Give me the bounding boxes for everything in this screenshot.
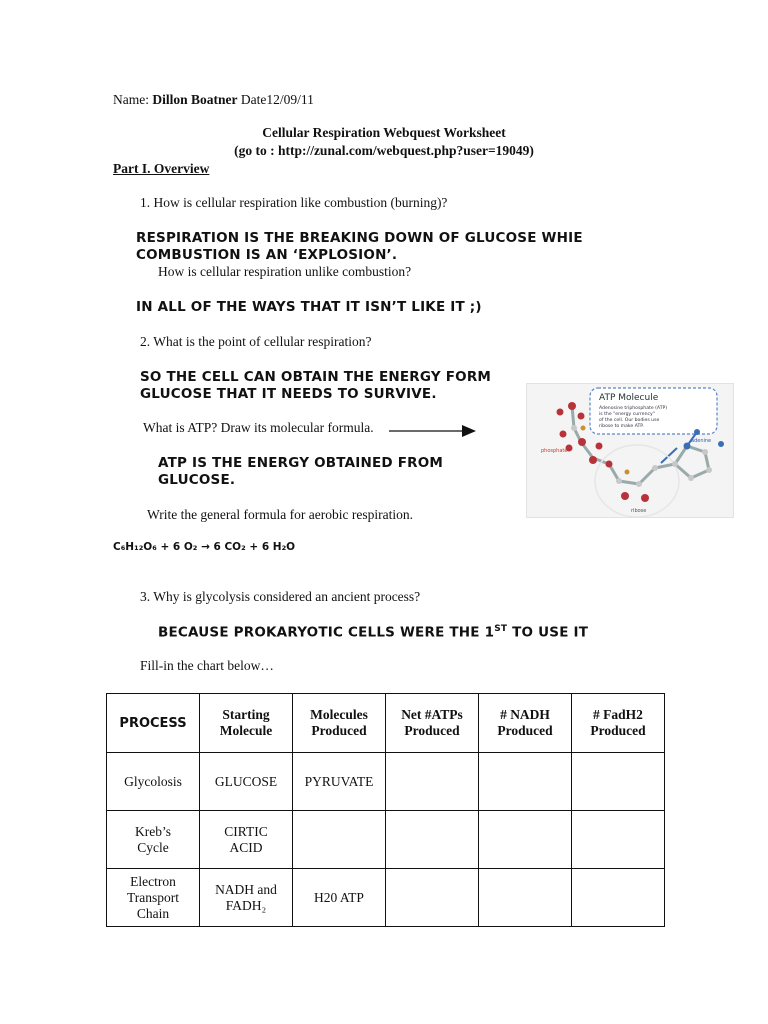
table-row	[107, 753, 665, 811]
worksheet-title: Cellular Respiration Webquest Worksheet	[262, 125, 506, 140]
question-2: 2. What is the point of cellular respiration?	[140, 334, 372, 349]
cell-nadh[interactable]	[479, 869, 572, 927]
question-1: 1. How is cellular respiration like combustion (burning)?	[140, 195, 448, 210]
cell-nadh[interactable]	[479, 753, 572, 811]
fill-in-instruction: Fill-in the chart below…	[140, 658, 274, 673]
cell-produced[interactable]: PYRUVATE	[293, 753, 386, 811]
table-header-row	[107, 694, 665, 753]
cell-fadh2[interactable]	[572, 811, 665, 869]
cell-process: Kreb’s Cycle	[107, 811, 200, 869]
svg-text:of the cell. Our bodies use: of the cell. Our bodies use	[599, 418, 660, 423]
svg-text:Adenosine triphosphate (ATP): Adenosine triphosphate (ATP)	[599, 406, 668, 411]
answer-3-text: BECAUSE PROKARYOTIC CELLS WERE THE 1	[158, 624, 495, 641]
name-label: Name:	[113, 92, 153, 107]
cell-atps[interactable]	[386, 811, 479, 869]
name-line	[113, 92, 314, 108]
cell-produced[interactable]	[293, 811, 386, 869]
cell-starting[interactable]: NADH and FADH₂	[200, 869, 293, 927]
student-name: Dillon Boatner	[152, 92, 238, 107]
header-molecules-produced: Molecules Produced	[293, 694, 386, 753]
svg-text:ribose to make ATP.: ribose to make ATP.	[599, 424, 644, 429]
answer-2-line1: SO THE CELL CAN OBTAIN THE ENERGY FORM	[140, 369, 492, 385]
respiration-formula: C₆H₁₂O₆ + 6 O₂ → 6 CO₂ + 6 H₂O	[113, 541, 296, 553]
header-nadh: # NADH Produced	[479, 694, 572, 753]
label-adenine: adenine	[691, 438, 712, 444]
cell-atps[interactable]	[386, 869, 479, 927]
answer-1b: IN ALL OF THE WAYS THAT IT ISN’T LIKE IT ;)	[136, 299, 482, 315]
answer-2-line2: GLUCOSE THAT IT NEEDS TO SURVIVE.	[140, 386, 437, 402]
part-one-heading: Part I. Overview	[113, 161, 210, 176]
cell-fadh2[interactable]	[572, 753, 665, 811]
cell-atps[interactable]	[386, 753, 479, 811]
label-ribose: ribose	[631, 508, 647, 514]
respiration-chart	[106, 693, 665, 927]
atp-image-title: ATP Molecule	[599, 393, 659, 403]
svg-text:is the "energy currency": is the "energy currency"	[599, 412, 655, 417]
cell-produced[interactable]: H20 ATP	[293, 869, 386, 927]
table-row	[107, 811, 665, 869]
cell-starting[interactable]: CIRTIC ACID	[200, 811, 293, 869]
question-atp: What is ATP? Draw its molecular formula.	[143, 420, 374, 435]
header-fadh2: # FadH2 Produced	[572, 694, 665, 753]
cell-nadh[interactable]	[479, 811, 572, 869]
answer-1-line2: COMBUSTION IS AN ‘EXPLOSION’.	[136, 247, 398, 263]
header-starting-molecule: Starting Molecule	[200, 694, 293, 753]
answer-3-end: TO USE IT	[507, 624, 589, 641]
table-row	[107, 869, 665, 927]
question-3: 3. Why is glycolysis considered an ancient process?	[140, 589, 421, 604]
cell-starting[interactable]: GLUCOSE	[200, 753, 293, 811]
cell-fadh2[interactable]	[572, 869, 665, 927]
webquest-link: (go to : http://zunal.com/webquest.php?user=19049)	[234, 143, 534, 158]
answer-atp-line1: ATP IS THE ENERGY OBTAINED FROM	[158, 455, 444, 471]
question-formula: Write the general formula for aerobic respiration.	[147, 507, 413, 522]
cell-process: Glycolosis	[107, 753, 200, 811]
answer-1-line1: RESPIRATION IS THE BREAKING DOWN OF GLUCOSE WHIE	[136, 230, 583, 246]
header-process: PROCESS	[107, 694, 200, 753]
answer-3	[158, 624, 588, 641]
answer-atp-line2: GLUCOSE.	[158, 472, 236, 488]
header-net-atps: Net #ATPs Produced	[386, 694, 479, 753]
label-phosphate: phosphate	[541, 448, 568, 454]
cell-process: Electron Transport Chain	[107, 869, 200, 927]
question-1b: How is cellular respiration unlike combustion?	[158, 264, 412, 279]
arrow-right-icon	[388, 423, 478, 439]
answer-3-superscript: ST	[494, 624, 508, 634]
atp-molecule-image	[526, 383, 734, 518]
date-field: Date12/09/11	[237, 92, 314, 107]
